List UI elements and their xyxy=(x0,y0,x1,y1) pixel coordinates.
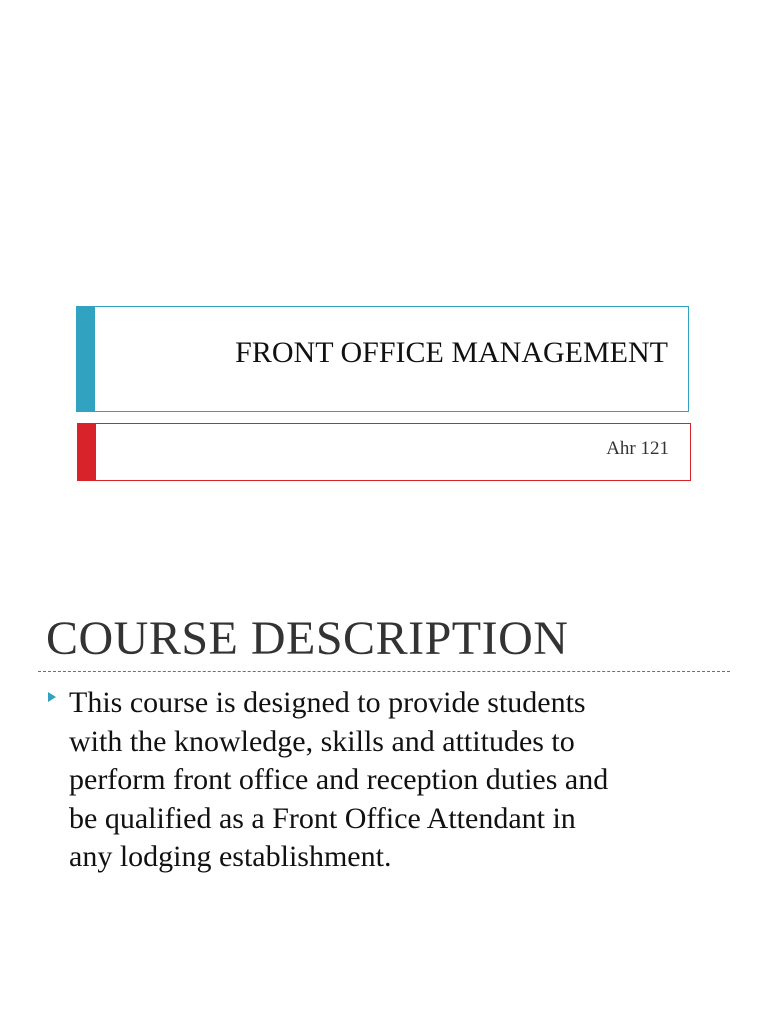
section-heading: COURSE DESCRIPTION xyxy=(46,612,569,665)
subtitle-accent-bar xyxy=(77,423,96,481)
title-box xyxy=(76,306,689,412)
bullet-text: This course is designed to provide students with the knowledge, skills and attitudes to perform front office and reception duties and be qualified as a Front Office Attendant in any lodging establishment. xyxy=(69,686,609,873)
slide-subtitle: Ahr 121 xyxy=(606,438,669,459)
heading-divider xyxy=(38,671,730,672)
subtitle-box xyxy=(77,423,691,481)
triangle-bullet-icon xyxy=(48,692,56,702)
slide-title: FRONT OFFICE MANAGEMENT xyxy=(235,336,668,369)
title-accent-bar xyxy=(76,306,95,412)
